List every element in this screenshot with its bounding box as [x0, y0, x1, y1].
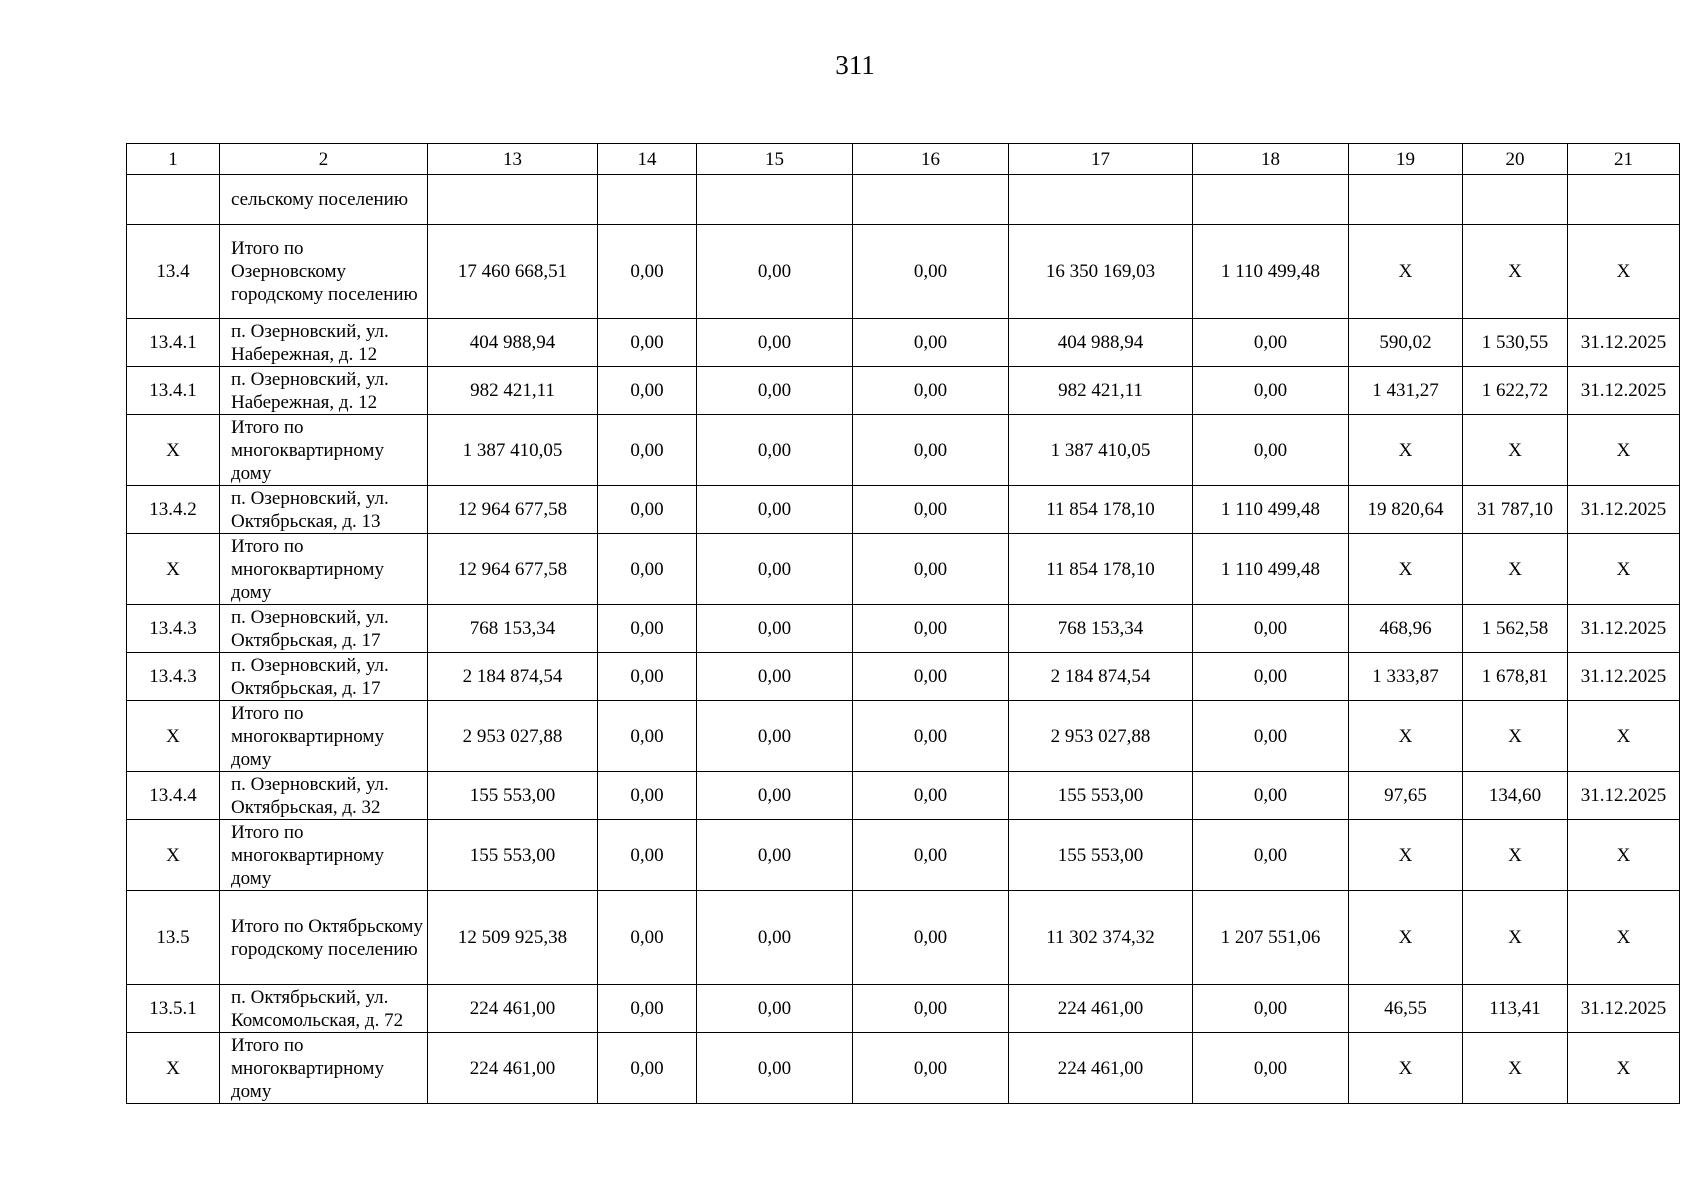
table-row [127, 653, 1680, 701]
column-header: 21 [1568, 144, 1680, 175]
table-row [127, 985, 1680, 1033]
table-cell: 0,00 [1193, 1033, 1349, 1104]
table-cell: Х [1349, 534, 1463, 605]
table-cell: 0,00 [598, 820, 697, 891]
table-cell: 0,00 [853, 605, 1009, 653]
table-cell: 11 854 178,10 [1009, 534, 1193, 605]
table-body [127, 144, 1680, 1104]
table-cell: 0,00 [1193, 653, 1349, 701]
table-cell: 155 553,00 [1009, 820, 1193, 891]
table-row [127, 891, 1680, 985]
table-row [127, 820, 1680, 891]
table-cell: 0,00 [697, 486, 853, 534]
column-header: 2 [220, 144, 428, 175]
table-cell: 1 110 499,48 [1193, 534, 1349, 605]
table-cell: 0,00 [697, 534, 853, 605]
table-cell: 0,00 [853, 225, 1009, 319]
table-cell: 13.4.3 [127, 605, 220, 653]
row-name-cell: Итого по Озерновскому городскому поселению [220, 225, 428, 319]
column-header: 17 [1009, 144, 1193, 175]
table-cell: 0,00 [697, 1033, 853, 1104]
table-cell: 0,00 [1193, 985, 1349, 1033]
table-cell: Х [127, 415, 220, 486]
table-cell: 0,00 [697, 820, 853, 891]
table-cell [853, 175, 1009, 225]
table-cell: 0,00 [697, 225, 853, 319]
table-row [127, 605, 1680, 653]
table-cell: 0,00 [1193, 319, 1349, 367]
row-name-cell: п. Озерновский, ул. Набережная, д. 12 [220, 367, 428, 415]
table-cell: Х [1568, 534, 1680, 605]
table-cell: 0,00 [853, 319, 1009, 367]
table-cell [1463, 175, 1568, 225]
row-name-cell: Итого по многоквартирному дому [220, 701, 428, 772]
table-cell: Х [1568, 1033, 1680, 1104]
table-cell: 0,00 [598, 415, 697, 486]
table-row [127, 1033, 1680, 1104]
table-cell: Х [127, 1033, 220, 1104]
table-cell: Х [127, 701, 220, 772]
table-cell: 0,00 [1193, 605, 1349, 653]
header-row [127, 144, 1680, 175]
table-cell: 0,00 [853, 653, 1009, 701]
table-cell: 31.12.2025 [1568, 772, 1680, 820]
column-header: 19 [1349, 144, 1463, 175]
column-header: 20 [1463, 144, 1568, 175]
table-cell: Х [1463, 225, 1568, 319]
table-cell: 0,00 [853, 1033, 1009, 1104]
row-name-cell: п. Озерновский, ул. Набережная, д. 12 [220, 319, 428, 367]
table-cell: 31 787,10 [1463, 486, 1568, 534]
table-cell: 31.12.2025 [1568, 653, 1680, 701]
table-cell: 13.4.3 [127, 653, 220, 701]
table-cell: 11 854 178,10 [1009, 486, 1193, 534]
table-cell: 0,00 [853, 415, 1009, 486]
table-cell: 0,00 [598, 653, 697, 701]
row-name-cell: п. Озерновский, ул. Октябрьская, д. 13 [220, 486, 428, 534]
table-row [127, 701, 1680, 772]
table-cell: 1 622,72 [1463, 367, 1568, 415]
table-cell: 0,00 [598, 534, 697, 605]
table-cell [428, 175, 598, 225]
table-cell: 0,00 [853, 701, 1009, 772]
table-cell: 134,60 [1463, 772, 1568, 820]
table-cell: 31.12.2025 [1568, 605, 1680, 653]
table-row [127, 225, 1680, 319]
table-cell: 0,00 [598, 225, 697, 319]
table-cell: 1 562,58 [1463, 605, 1568, 653]
table-row [127, 534, 1680, 605]
table-cell: 0,00 [853, 486, 1009, 534]
table-cell: 0,00 [697, 653, 853, 701]
table-cell: Х [127, 820, 220, 891]
table-cell: 2 184 874,54 [428, 653, 598, 701]
table-cell: Х [1568, 891, 1680, 985]
table-cell: 13.4 [127, 225, 220, 319]
table-cell: 1 110 499,48 [1193, 486, 1349, 534]
table-cell: 0,00 [853, 820, 1009, 891]
table-cell: Х [1463, 820, 1568, 891]
table-cell: Х [1349, 225, 1463, 319]
data-table [126, 143, 1680, 1104]
table-cell: 0,00 [697, 319, 853, 367]
table-row [127, 319, 1680, 367]
table-cell: 1 110 499,48 [1193, 225, 1349, 319]
table-cell: 155 553,00 [428, 820, 598, 891]
table-cell: 404 988,94 [1009, 319, 1193, 367]
table-cell: 12 964 677,58 [428, 534, 598, 605]
table-cell: 1 387 410,05 [428, 415, 598, 486]
table-cell: 0,00 [697, 415, 853, 486]
table-cell: 0,00 [1193, 772, 1349, 820]
table-cell: 590,02 [1349, 319, 1463, 367]
table-cell: 1 387 410,05 [1009, 415, 1193, 486]
column-header: 15 [697, 144, 853, 175]
table-cell: Х [1463, 1033, 1568, 1104]
table-cell: 0,00 [598, 367, 697, 415]
table-cell: 31.12.2025 [1568, 985, 1680, 1033]
table-cell: 0,00 [697, 891, 853, 985]
column-header: 14 [598, 144, 697, 175]
table-cell: 13.5 [127, 891, 220, 985]
table-cell: 0,00 [598, 891, 697, 985]
table-cell: 0,00 [598, 319, 697, 367]
row-name-cell: сельскому поселению [220, 175, 428, 225]
row-name-cell: п. Озерновский, ул. Октябрьская, д. 17 [220, 653, 428, 701]
table-cell: 0,00 [1193, 367, 1349, 415]
row-name-cell: п. Озерновский, ул. Октябрьская, д. 32 [220, 772, 428, 820]
table-cell: Х [1463, 534, 1568, 605]
table-cell: 1 530,55 [1463, 319, 1568, 367]
table-cell: 2 184 874,54 [1009, 653, 1193, 701]
table-cell: 982 421,11 [428, 367, 598, 415]
table-cell: 155 553,00 [1009, 772, 1193, 820]
row-name-cell: Итого по Октябрьскому городскому поселению [220, 891, 428, 985]
table-cell: 31.12.2025 [1568, 486, 1680, 534]
table-cell: 13.4.4 [127, 772, 220, 820]
table-cell: 468,96 [1349, 605, 1463, 653]
table-cell: 31.12.2025 [1568, 367, 1680, 415]
table-cell: Х [1568, 701, 1680, 772]
table-cell: Х [1568, 415, 1680, 486]
table-cell: 768 153,34 [428, 605, 598, 653]
row-name-cell: Итого по многоквартирному дому [220, 1033, 428, 1104]
table-cell: 0,00 [598, 985, 697, 1033]
table-cell: 0,00 [697, 701, 853, 772]
row-name-cell: Итого по многоквартирному дому [220, 415, 428, 486]
table-cell: 0,00 [853, 891, 1009, 985]
column-header: 16 [853, 144, 1009, 175]
table-cell: 0,00 [697, 985, 853, 1033]
table-cell: 12 964 677,58 [428, 486, 598, 534]
table-cell: Х [1463, 415, 1568, 486]
table-cell [1193, 175, 1349, 225]
table-cell [127, 175, 220, 225]
table-cell: 0,00 [598, 486, 697, 534]
table-cell: 224 461,00 [428, 1033, 598, 1104]
table-cell: 224 461,00 [1009, 1033, 1193, 1104]
table-cell: 0,00 [598, 1033, 697, 1104]
table-row [127, 772, 1680, 820]
row-name-cell: п. Октябрьский, ул. Комсомольская, д. 72 [220, 985, 428, 1033]
row-name-cell: п. Озерновский, ул. Октябрьская, д. 17 [220, 605, 428, 653]
table-cell: Х [1463, 701, 1568, 772]
table-row [127, 367, 1680, 415]
table-row [127, 415, 1680, 486]
table-cell: Х [1568, 820, 1680, 891]
table-cell: Х [1463, 891, 1568, 985]
table-cell: 31.12.2025 [1568, 319, 1680, 367]
table-cell: 0,00 [853, 985, 1009, 1033]
table-cell: 0,00 [1193, 701, 1349, 772]
table-cell: 0,00 [598, 605, 697, 653]
table-cell: 13.4.1 [127, 319, 220, 367]
table-cell: 1 207 551,06 [1193, 891, 1349, 985]
table-cell: Х [1349, 891, 1463, 985]
column-header: 13 [428, 144, 598, 175]
table-cell: 13.5.1 [127, 985, 220, 1033]
table-cell: 13.4.2 [127, 486, 220, 534]
table-cell: 0,00 [853, 772, 1009, 820]
table-cell: 2 953 027,88 [428, 701, 598, 772]
table-cell: 2 953 027,88 [1009, 701, 1193, 772]
table-cell: 0,00 [697, 605, 853, 653]
table-cell: 0,00 [598, 701, 697, 772]
table-cell: 155 553,00 [428, 772, 598, 820]
row-name-cell: Итого по многоквартирному дому [220, 534, 428, 605]
table-cell: 97,65 [1349, 772, 1463, 820]
table-cell: Х [127, 534, 220, 605]
table-row [127, 486, 1680, 534]
table-cell: 0,00 [853, 534, 1009, 605]
table-cell: 1 678,81 [1463, 653, 1568, 701]
table-cell: 46,55 [1349, 985, 1463, 1033]
table-cell: 0,00 [697, 367, 853, 415]
table-cell: 768 153,34 [1009, 605, 1193, 653]
table-cell: 404 988,94 [428, 319, 598, 367]
table-cell: 17 460 668,51 [428, 225, 598, 319]
table-cell [598, 175, 697, 225]
table-cell: 19 820,64 [1349, 486, 1463, 534]
table-cell: 13.4.1 [127, 367, 220, 415]
table-cell: 1 333,87 [1349, 653, 1463, 701]
table-cell [1009, 175, 1193, 225]
table-cell: Х [1349, 1033, 1463, 1104]
table-cell: 16 350 169,03 [1009, 225, 1193, 319]
table-cell: 982 421,11 [1009, 367, 1193, 415]
table-cell: 113,41 [1463, 985, 1568, 1033]
table-cell [1568, 175, 1680, 225]
column-header: 18 [1193, 144, 1349, 175]
table-cell: 1 431,27 [1349, 367, 1463, 415]
table-cell [1349, 175, 1463, 225]
column-header: 1 [127, 144, 220, 175]
table-cell: 0,00 [1193, 415, 1349, 486]
table-cell: Х [1349, 820, 1463, 891]
table-cell: Х [1349, 415, 1463, 486]
page-number: 311 [835, 50, 875, 80]
table-cell: 224 461,00 [428, 985, 598, 1033]
table-cell [697, 175, 853, 225]
row-name-cell: Итого по многоквартирному дому [220, 820, 428, 891]
table-cell: 0,00 [1193, 820, 1349, 891]
table-cell: 0,00 [697, 772, 853, 820]
table-cell: 12 509 925,38 [428, 891, 598, 985]
table-row [127, 175, 1680, 225]
table-cell: Х [1349, 701, 1463, 772]
table-cell: 0,00 [598, 772, 697, 820]
table-cell: 11 302 374,32 [1009, 891, 1193, 985]
table-cell: Х [1568, 225, 1680, 319]
table-cell: 224 461,00 [1009, 985, 1193, 1033]
table-cell: 0,00 [853, 367, 1009, 415]
